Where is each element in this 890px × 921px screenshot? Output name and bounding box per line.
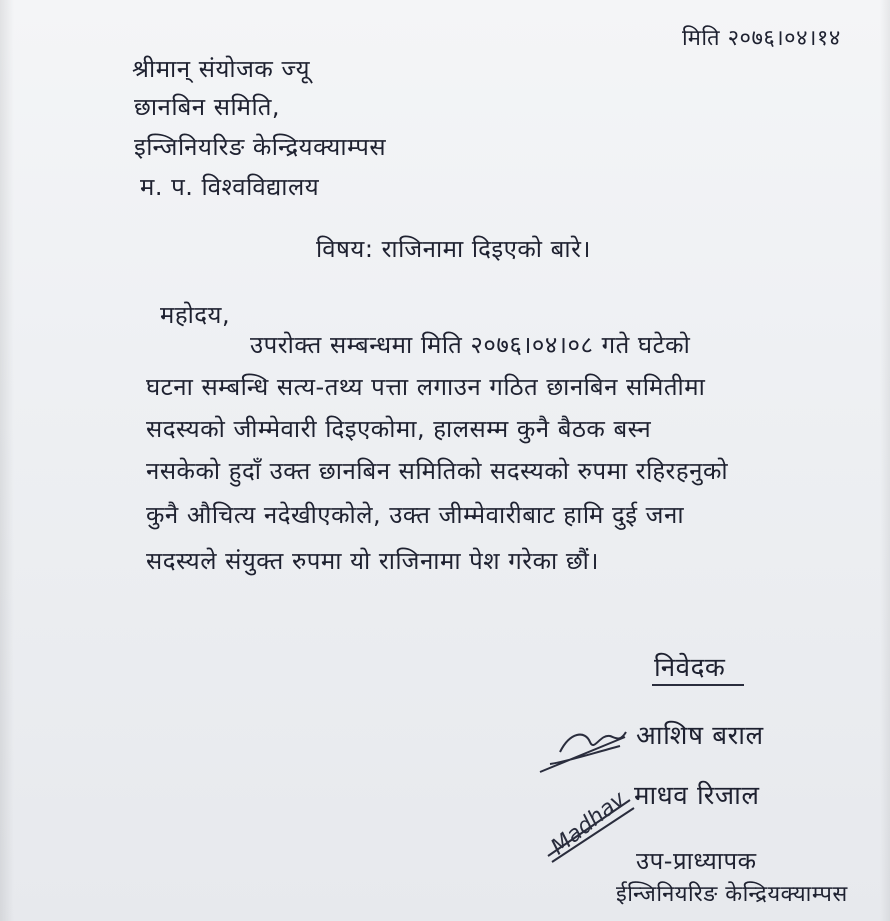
signature-2-scribble bbox=[534, 770, 644, 870]
recipient-line-4: म. प. विश्वविद्यालय bbox=[140, 173, 320, 201]
recipient-line-2: छानबिन समिति, bbox=[134, 93, 281, 121]
closing-underline bbox=[652, 684, 744, 686]
body-line: सदस्यले संयुक्त रुपमा यो राजिनामा पेश गरेका छौं। bbox=[146, 547, 599, 575]
department: ईन्जिनियरिङ केन्द्रियक्याम्पस bbox=[616, 882, 848, 907]
designation: उप-प्राध्यापक bbox=[636, 847, 757, 875]
signatory-1-name: आशिष बराल bbox=[636, 721, 764, 751]
recipient-line-3: इन्जिनियरिङ केन्द्रियक्याम्पस bbox=[134, 133, 387, 161]
body-line: कुनै औचित्य नदेखीएकोले, उक्त जीम्मेवारीबाट हामि दुई जना bbox=[146, 501, 685, 529]
letter-subject: विषय: राजिनामा दिइएको बारे। bbox=[316, 235, 591, 263]
body-line: उपरोक्त सम्बन्धमा मिति २०७६।०४।०८ गते घटेको bbox=[250, 331, 691, 359]
page-edge-shadow bbox=[880, 0, 890, 921]
salutation: महोदय, bbox=[160, 301, 231, 329]
closing-label: निवेदक bbox=[654, 653, 726, 683]
body-line: घटना सम्बन्धि सत्य-तथ्य पत्ता लगाउन गठित छानबिन समितीमा bbox=[146, 373, 706, 401]
signature-2-text: Madhav bbox=[546, 786, 631, 861]
recipient-line-1: श्रीमान् संयोजक ज्यू bbox=[132, 55, 311, 83]
letter-date: मिति २०७६।०४।१४ bbox=[682, 26, 841, 51]
signatory-2-name: माधव रिजाल bbox=[634, 781, 760, 811]
body-line: नसकेको हुदाँ उक्त छानबिन समितिको सदस्यको रुपमा रहिरहनुको bbox=[146, 457, 729, 485]
body-line: सदस्यको जीम्मेवारी दिइएकोमा, हालसम्म कुनै बैठक बस्न bbox=[146, 415, 652, 443]
page-edge-shadow bbox=[0, 0, 14, 921]
